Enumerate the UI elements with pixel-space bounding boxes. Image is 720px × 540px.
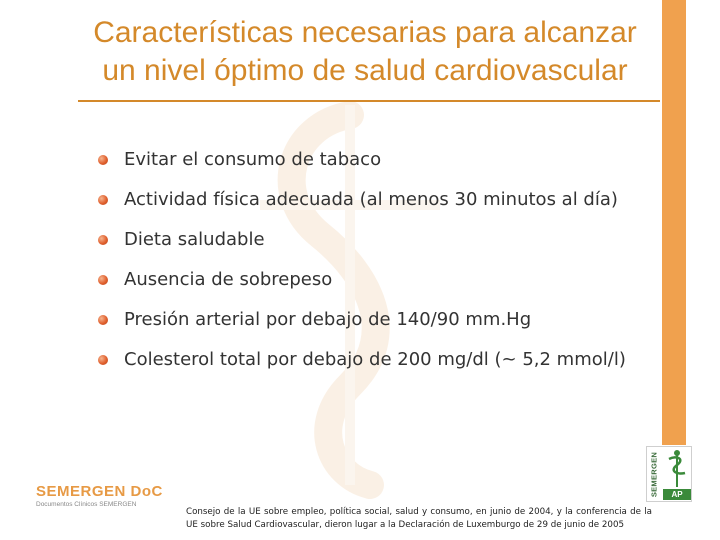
right-accent-bar bbox=[662, 0, 686, 445]
slide-title-line-1: Características necesarias para alcanzar bbox=[93, 16, 637, 49]
badge-vertical-strip bbox=[647, 447, 661, 501]
bullet-dot-icon bbox=[98, 155, 108, 165]
semergen-doc-logo bbox=[36, 483, 166, 509]
footnote: Consejo de la UE sobre empleo, política social, salud y consumo, en junio de 2004, y la conferencia de la UE sobre Salud Cardiovascular, dieron lugar a la Declaración de Luxemburgo de 29 de junio de 2005 bbox=[186, 507, 652, 530]
bullet-dot-icon bbox=[98, 275, 108, 285]
caduceus-icon bbox=[663, 449, 691, 489]
badge-vertical-text: SEMERGEN bbox=[649, 451, 659, 498]
bullet-text: Dieta saludable bbox=[124, 229, 265, 250]
logo-subtitle: Documentos Clínicos SEMERGEN bbox=[36, 501, 137, 508]
slide-title bbox=[80, 14, 650, 90]
bullet-item bbox=[96, 345, 656, 385]
bullet-dot-icon bbox=[98, 355, 108, 365]
logo-title: SEMERGEN DoC bbox=[36, 483, 163, 500]
bullet-item bbox=[96, 225, 656, 265]
bullet-text: Evitar el consumo de tabaco bbox=[124, 149, 382, 170]
bullet-item bbox=[96, 185, 656, 225]
slide-title-line-2: un nivel óptimo de salud cardiovascular bbox=[102, 54, 628, 87]
bullet-dot-icon bbox=[98, 235, 108, 245]
bullet-item bbox=[96, 305, 656, 345]
bullet-dot-icon bbox=[98, 195, 108, 205]
bullet-text: Actividad física adecuada (al menos 30 minutos al día) bbox=[124, 189, 618, 210]
bullet-dot-icon bbox=[98, 315, 108, 325]
bullet-text: Presión arterial por debajo de 140/90 mm.Hg bbox=[124, 309, 532, 330]
bullet-item bbox=[96, 265, 656, 305]
bullet-text: Colesterol total por debajo de 200 mg/dl (~ 5,2 mmol/l) bbox=[124, 349, 626, 370]
bullet-list bbox=[96, 145, 656, 385]
bullet-text: Ausencia de sobrepeso bbox=[124, 269, 333, 290]
badge-ap-label: AP bbox=[663, 489, 691, 500]
title-underline bbox=[78, 100, 660, 102]
semergen-ap-badge bbox=[646, 446, 692, 502]
bullet-item bbox=[96, 145, 656, 185]
